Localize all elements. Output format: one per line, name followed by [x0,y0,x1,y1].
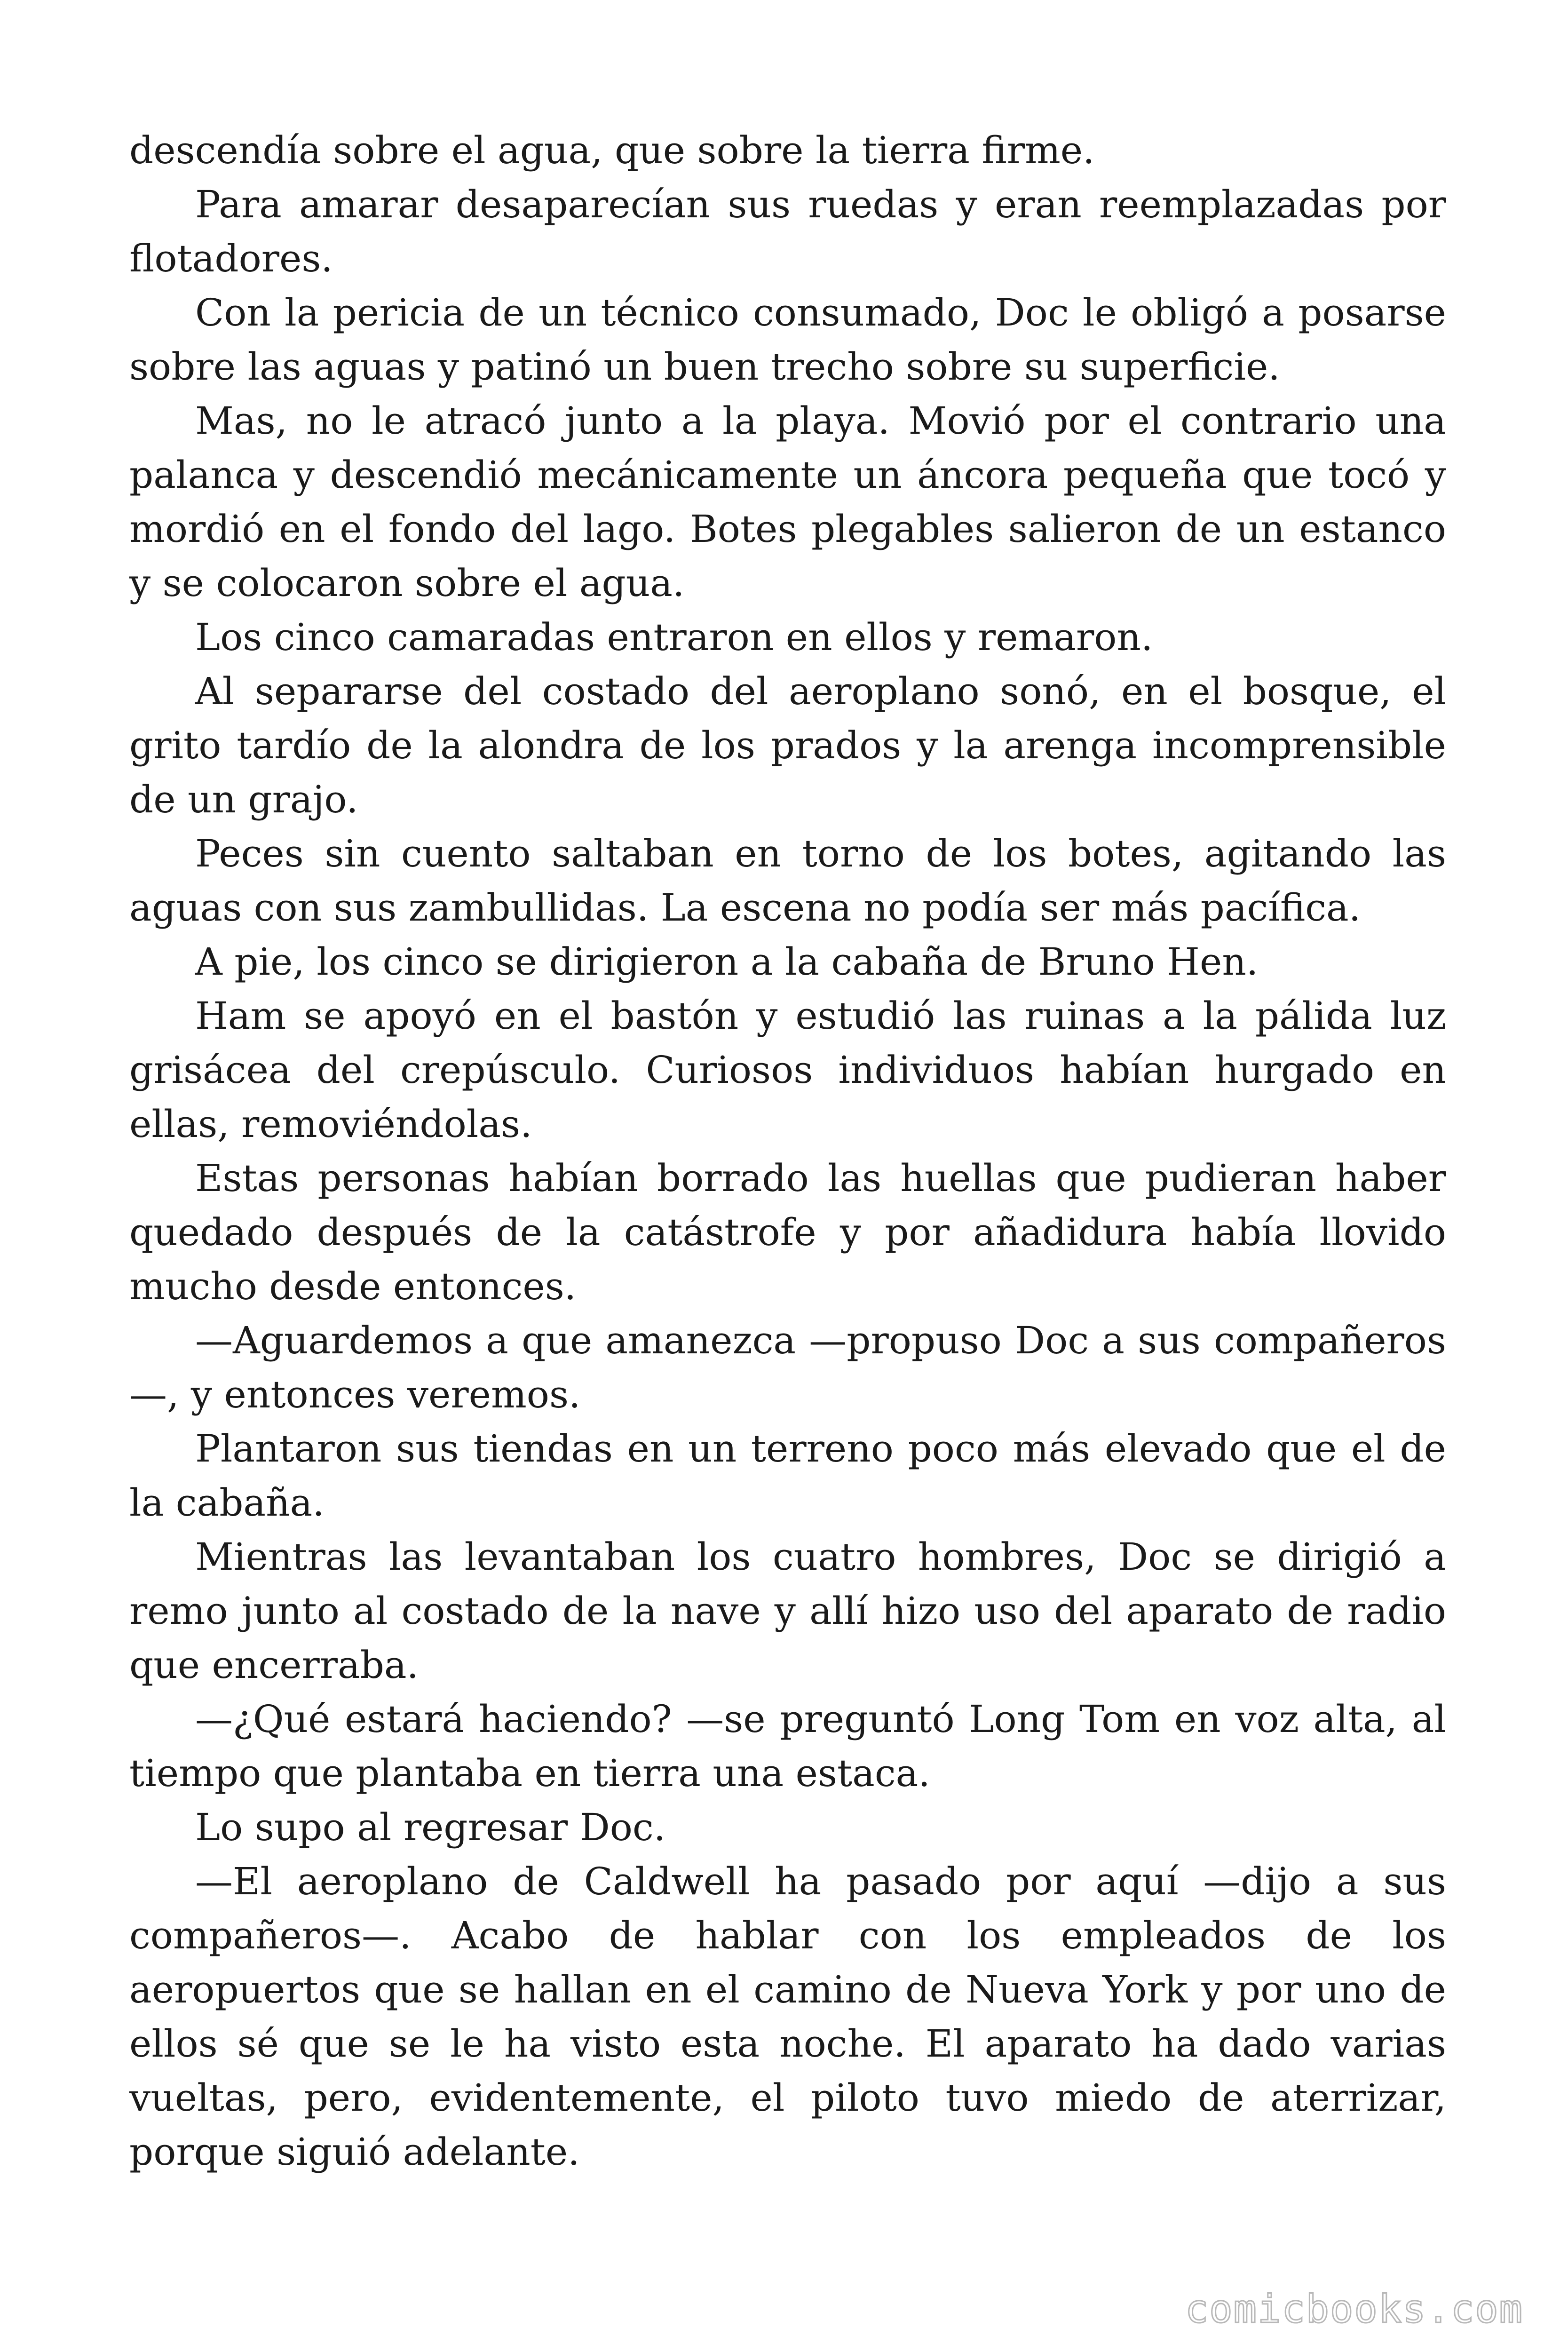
paragraph-14: —¿Qué estará haciendo? —se preguntó Long Tom en voz alta, al tiempo que plantaba en tierra una estaca. [129,1697,1446,1795]
paragraph-6: Al separarse del costado del aeroplano sonó, en el bosque, el grito tardío de la alondra de los prados y la arenga incomprensible de un grajo. [129,669,1446,821]
paragraph-4: Mas, no le atracó junto a la playa. Movió por el contrario una palanca y descendió mecánicamente un áncora pequeña que tocó y mordió en el fondo del lago. Botes plegables salieron de un estanco y se colocaron sobre el agua. [129,399,1446,605]
paragraph-13: Mientras las levantaban los cuatro hombres, Doc se dirigió a remo junto al costado de la nave y allí hizo uso del aparato de radio que encerraba. [129,1535,1446,1687]
paragraph-2: Para amarar desaparecían sus ruedas y eran reemplazadas por flotadores. [129,183,1446,280]
paragraph-11: —Aguardemos a que amanezca —propuso Doc a sus compañeros —, y entonces veremos. [129,1319,1446,1416]
paragraph-9: Ham se apoyó en el bastón y estudió las ruinas a la pálida luz grisácea del crepúsculo. Curiosos individuos habían hurgado en ellas, removiéndolas. [129,994,1446,1146]
watermark: comicbooks.com [1185,2287,1523,2332]
paragraph-3: Con la pericia de un técnico consumado, Doc le obligó a posarse sobre las aguas y patinó un buen trecho sobre su superficie. [129,291,1446,389]
paragraph-10: Estas personas habían borrado las huellas que pudieran haber quedado después de la catástrofe y por añadidura había llovido mucho desde entonces. [129,1156,1446,1308]
page-body [129,123,1446,2179]
paragraph-1: descendía sobre el agua, que sobre la tierra firme. [129,128,1095,172]
paragraph-12: Plantaron sus tiendas en un terreno poco más elevado que el de la cabaña. [129,1427,1446,1525]
paragraph-15: Lo supo al regresar Doc. [195,1805,666,1849]
paragraph-7: Peces sin cuento saltaban en torno de los botes, agitando las aguas con sus zambullidas. La escena no podía ser más pacífica. [129,832,1446,930]
paragraph-8: A pie, los cinco se dirigieron a la cabaña de Bruno Hen. [195,940,1259,984]
paragraph-16: —El aeroplano de Caldwell ha pasado por aquí —dijo a sus compañeros—. Acabo de hablar con los empleados de los aeropuertos que se hallan en el camino de Nueva York y por uno de ellos sé que se le ha visto esta noche. El aparato ha dado varias vueltas, pero, evidentemente, el piloto tuvo miedo de aterrizar, porque siguió adelante. [129,1859,1446,2174]
paragraph-5: Los cinco camaradas entraron en ellos y remaron. [195,615,1153,659]
